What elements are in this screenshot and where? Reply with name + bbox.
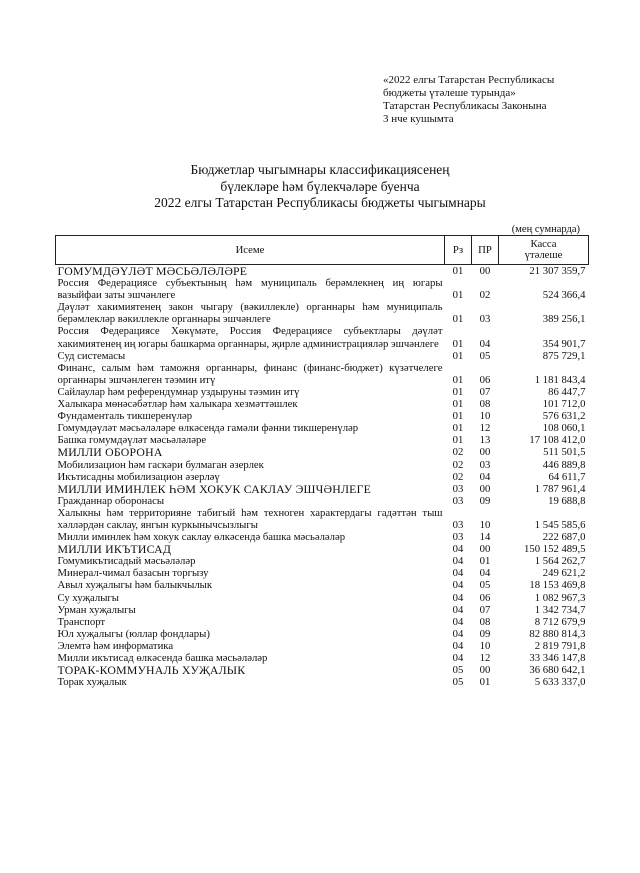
row-rz: 02 — [452, 470, 464, 483]
table-row — [56, 325, 589, 349]
row-rz: 04 — [452, 567, 464, 580]
row-name: Халыкара мөнәсәбәтләр һәм халыкара хезмәттәшлек — [57, 398, 298, 411]
row-name: Мобилизацион һәм гаскәри булмаган әзерлек — [57, 458, 264, 471]
title-line: 2022 елгы Татарстан Республикасы бюджеты чыгымнары — [154, 195, 486, 210]
row-amount: 389 256,1 — [542, 313, 586, 326]
row-pr: 13 — [479, 434, 491, 447]
header-rz: Рз — [445, 236, 472, 265]
row-name: ГОМУМДӘҮЛӘТ МӘСЬӘЛӘЛӘРЕ — [57, 264, 248, 278]
row-amount: 1 564 262,7 — [534, 555, 586, 568]
appendix-line: 3 нче кушымта — [383, 113, 454, 125]
table-header-row — [56, 236, 589, 265]
row-name: Гомумдәүләт мәсьәләләре өлкәсендә гамәли фәнни тикшеренүләр — [57, 422, 359, 435]
row-rz: 04 — [452, 603, 464, 616]
table-row — [56, 567, 589, 579]
row-amount: 222 687,0 — [542, 531, 586, 544]
row-amount: 576 631,2 — [542, 410, 586, 423]
table-row — [56, 459, 589, 471]
row-rz: 03 — [452, 531, 464, 544]
units-note: (мең сумнарда) — [511, 224, 580, 235]
row-name: МИЛЛИ ОБОРОНА — [57, 445, 163, 460]
row-name: Милли икътисад өлкәсендә башка мәсьәләләр — [57, 652, 268, 664]
section-row — [56, 446, 589, 458]
table-row — [56, 628, 589, 640]
row-pr: 04 — [479, 337, 491, 350]
row-pr: 04 — [479, 567, 491, 580]
row-pr: 05 — [479, 579, 491, 592]
row-rz: 04 — [452, 615, 464, 628]
row-pr: 10 — [479, 518, 491, 531]
table-row — [56, 471, 589, 483]
row-name: Су хуҗалыгы — [57, 591, 119, 604]
table-row — [56, 616, 589, 628]
row-name: Сайлаулар һәм референдумнар уздыруны тәэмин итү — [57, 385, 300, 398]
table-row — [56, 676, 589, 688]
row-name: Милли иминлек һәм хокук саклау өлкәсендә башка мәсьәләләр — [57, 531, 346, 544]
table-row — [56, 495, 589, 507]
row-pr: 01 — [479, 676, 491, 689]
appendix-note — [383, 74, 554, 126]
row-amount: 17 108 412,0 — [529, 434, 586, 447]
row-amount: 36 680 642,1 — [529, 664, 586, 677]
row-rz: 04 — [452, 652, 464, 664]
row-rz: 04 — [452, 591, 464, 604]
row-pr: 03 — [479, 313, 491, 326]
header-amount-line1: Касса — [530, 238, 557, 250]
row-rz: 01 — [452, 265, 464, 277]
row-amount: 101 712,0 — [542, 398, 586, 411]
row-amount: 64 611,7 — [548, 470, 586, 483]
appendix-line: бюджеты үтәлеше турында» — [383, 87, 516, 99]
row-amount: 33 346 147,8 — [529, 652, 586, 664]
row-name: Икътисадны мобилизацион әзерләү — [57, 470, 220, 483]
row-pr: 09 — [479, 627, 491, 640]
row-rz: 04 — [452, 639, 464, 652]
row-amount: 1 342 734,7 — [534, 603, 586, 616]
appendix-line: «2022 елгы Татарстан Республикасы — [383, 74, 555, 86]
table-row — [56, 301, 589, 325]
row-amount: 524 366,4 — [542, 289, 586, 302]
row-rz: 01 — [452, 289, 464, 302]
row-pr: 00 — [479, 265, 491, 277]
title-line: Бюджетлар чыгымнары классификациясенең — [190, 162, 450, 177]
table-row — [56, 422, 589, 434]
row-name: Урман хуҗалыгы — [57, 603, 136, 616]
row-pr: 12 — [479, 422, 491, 435]
row-amount: 1 181 843,4 — [534, 373, 586, 386]
row-rz: 05 — [452, 676, 464, 689]
row-rz: 03 — [452, 518, 464, 531]
row-name: Финанс, салым һәм таможня органнары, финанс (финанс-бюджет) күзәтчелеге органнары эшчәнлеген тәэмин итү — [57, 361, 443, 386]
row-amount: 86 447,7 — [548, 385, 586, 398]
row-pr: 08 — [479, 398, 491, 411]
row-pr: 00 — [479, 446, 491, 459]
header-amount — [499, 236, 589, 265]
table-row — [56, 277, 589, 301]
row-pr: 03 — [479, 458, 491, 471]
row-rz: 03 — [452, 494, 464, 507]
row-name: Торак хуҗалык — [57, 676, 127, 689]
row-name: Россия Федерациясе субъектының һәм муниципаль берәмлекнең иң югары вазыйфаи заты эшчәнлеге — [57, 277, 443, 302]
table-body — [56, 265, 589, 689]
row-rz: 01 — [452, 434, 464, 447]
row-pr: 14 — [479, 531, 491, 544]
row-amount: 8 712 679,9 — [534, 615, 586, 628]
row-pr: 05 — [479, 349, 491, 362]
table-row — [56, 555, 589, 567]
section-row — [56, 483, 589, 495]
row-pr: 10 — [479, 410, 491, 423]
row-name: Гомумикътисадый мәсьәләләр — [57, 555, 196, 568]
table-row — [56, 410, 589, 422]
title-line: бүлекләре һәм бүлекчәләре буенча — [220, 178, 420, 194]
row-rz: 02 — [452, 458, 464, 471]
row-rz: 03 — [452, 482, 464, 495]
row-pr: 00 — [479, 482, 491, 495]
row-rz: 04 — [452, 627, 464, 640]
table-row — [56, 398, 589, 410]
header-amount-line2: үтәлеше — [524, 249, 563, 261]
row-rz: 04 — [452, 543, 464, 556]
document-title — [52, 162, 588, 212]
row-rz: 01 — [452, 373, 464, 386]
row-amount: 511 501,5 — [543, 446, 586, 459]
row-rz: 01 — [452, 349, 464, 362]
row-pr: 02 — [479, 289, 491, 302]
table-row — [56, 579, 589, 591]
row-amount: 875 729,1 — [542, 349, 586, 362]
row-name: Авыл хуҗалыгы һәм балыкчылык — [57, 579, 213, 592]
row-name: Юл хуҗалыгы (юллар фондлары) — [57, 627, 210, 640]
row-amount: 2 819 791,8 — [534, 639, 586, 652]
table-row — [56, 604, 589, 616]
row-rz: 05 — [452, 664, 464, 677]
row-amount: 354 901,7 — [542, 337, 586, 350]
section-row — [56, 265, 589, 278]
row-name: Минерал-чимал базасын торгызу — [57, 567, 209, 580]
row-name: Фундаменталь тикшеренүләр — [57, 410, 193, 423]
row-name: Гражданнар оборонасы — [57, 494, 165, 507]
table-row — [56, 350, 589, 362]
row-name: Транспорт — [57, 615, 106, 628]
section-row — [56, 543, 589, 555]
row-amount: 19 688,8 — [548, 494, 586, 507]
row-name: Суд системасы — [57, 349, 126, 362]
header-pr: ПР — [472, 236, 499, 265]
row-amount: 108 060,1 — [542, 422, 586, 435]
row-pr: 07 — [479, 603, 491, 616]
row-amount: 1 787 961,4 — [534, 482, 586, 495]
row-name: ТОРАК-КОММУНАЛЬ ХУҖАЛЫК — [57, 663, 246, 678]
row-amount: 249 621,2 — [542, 567, 586, 580]
section-row — [56, 664, 589, 676]
row-rz: 01 — [452, 337, 464, 350]
row-name: Халыкны һәм территорияне табигый һәм техноген характердагы гадәттән тыш хәлләрдән саклау, янгын куркынычсызлыгы — [57, 506, 443, 531]
row-amount: 21 307 359,7 — [529, 265, 586, 277]
table-row — [56, 592, 589, 604]
table-row — [56, 640, 589, 652]
row-amount: 446 889,8 — [542, 458, 586, 471]
row-pr: 09 — [479, 494, 491, 507]
row-name: Элемтә һәм информатика — [57, 639, 174, 652]
row-pr: 07 — [479, 385, 491, 398]
row-pr: 06 — [479, 373, 491, 386]
row-rz: 01 — [452, 385, 464, 398]
row-pr: 01 — [479, 555, 491, 568]
row-pr: 06 — [479, 591, 491, 604]
budget-table — [55, 235, 589, 688]
row-rz: 04 — [452, 555, 464, 568]
row-pr: 08 — [479, 615, 491, 628]
row-rz: 01 — [452, 410, 464, 423]
table-row — [56, 362, 589, 386]
row-pr: 10 — [479, 639, 491, 652]
row-amount: 1 545 585,6 — [534, 518, 586, 531]
row-amount: 82 880 814,3 — [529, 627, 586, 640]
row-rz: 01 — [452, 422, 464, 435]
table-row — [56, 386, 589, 398]
table-row — [56, 507, 589, 531]
row-pr: 00 — [479, 664, 491, 677]
row-amount: 5 633 337,0 — [534, 676, 586, 689]
row-name: МИЛЛИ ИКЪТИСАД — [57, 542, 172, 557]
row-pr: 12 — [479, 652, 491, 664]
row-rz: 04 — [452, 579, 464, 592]
row-pr: 00 — [479, 543, 491, 556]
row-rz: 01 — [452, 313, 464, 326]
row-name: МИЛЛИ ИМИНЛЕК ҺӘМ ХОКУК САКЛАУ ЭШЧӘНЛЕГЕ — [57, 481, 371, 496]
row-amount: 1 082 967,3 — [534, 591, 586, 604]
row-name: Россия Федерациясе Хөкүмәте, Россия Федерациясе субъектлары дәүләт хакимиятенең иң югары башкарма органнары, җирле администрацияләр эшчәнлеге — [57, 325, 443, 350]
row-amount: 18 153 469,8 — [529, 579, 586, 592]
row-name: Дәүләт хакимиятенең закон чыгару (вәкиллекле) органнары һәм муниципаль берәмлекләр вәкиллекле органнары эшчәнлеге — [57, 301, 443, 326]
row-pr: 04 — [479, 470, 491, 483]
row-name: Башка гомумдәүләт мәсьәләләре — [57, 434, 207, 447]
row-amount: 150 152 489,5 — [524, 543, 586, 556]
header-name: Исеме — [56, 236, 445, 265]
row-rz: 01 — [452, 398, 464, 411]
appendix-line: Татарстан Республикасы Законына — [383, 100, 547, 112]
row-rz: 02 — [452, 446, 464, 459]
